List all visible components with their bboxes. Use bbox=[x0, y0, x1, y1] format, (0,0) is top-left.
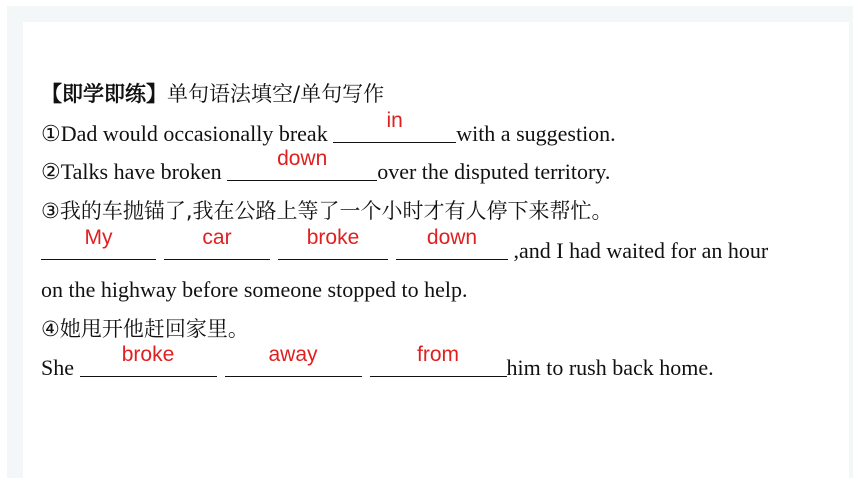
q2-text: ②Talks have broken bbox=[41, 159, 228, 184]
q2-answer: down bbox=[277, 147, 328, 170]
q1-answer: in bbox=[386, 109, 403, 132]
q3-answer-4: down bbox=[426, 226, 478, 249]
q3-blank-1 bbox=[41, 226, 156, 260]
heading-bracket-title: 【即学即练】 bbox=[41, 82, 167, 106]
q3-answer-1: My bbox=[84, 226, 113, 249]
question-4-prompt: ④她甩开他赶回家里。 bbox=[41, 317, 249, 341]
q4-answer-3: from bbox=[417, 343, 459, 366]
q3-rest-line1: ,and I had waited for an hour bbox=[508, 238, 769, 263]
q1-rest: with a suggestion. bbox=[456, 121, 616, 146]
q1-blank bbox=[333, 109, 456, 143]
q3-blank-3 bbox=[278, 226, 388, 260]
q4-lead: She bbox=[41, 355, 80, 380]
q2-blank bbox=[227, 147, 377, 181]
q1-text: ①Dad would occasionally break bbox=[41, 121, 334, 146]
q3-answer-2: car bbox=[202, 226, 232, 249]
q4-answer-2: away bbox=[268, 343, 318, 366]
question-4-answer-line bbox=[41, 343, 714, 383]
q3-answer-3: broke bbox=[306, 226, 360, 249]
question-3-line-2: on the highway before someone stopped to help. bbox=[41, 277, 468, 302]
slide-frame bbox=[7, 6, 853, 478]
question-3-prompt: ③我的车抛锚了,我在公路上等了一个小时才有人停下来帮忙。 bbox=[41, 199, 613, 223]
q4-blank-1 bbox=[80, 343, 217, 377]
question-1 bbox=[41, 109, 616, 149]
exercise-heading bbox=[41, 79, 384, 109]
question-2 bbox=[41, 147, 611, 187]
q4-rest: him to rush back home. bbox=[506, 355, 714, 380]
slide-content bbox=[23, 22, 849, 478]
q3-blank-4 bbox=[396, 226, 508, 260]
q4-blank-3 bbox=[370, 343, 507, 377]
q2-rest: over the disputed territory. bbox=[377, 159, 611, 184]
q3-blank-2 bbox=[164, 226, 270, 260]
heading-subtitle: 单句语法填空/单句写作 bbox=[167, 82, 385, 106]
question-3-answer-line bbox=[41, 226, 769, 266]
q4-answer-1: broke bbox=[121, 343, 175, 366]
q4-blank-2 bbox=[225, 343, 362, 377]
